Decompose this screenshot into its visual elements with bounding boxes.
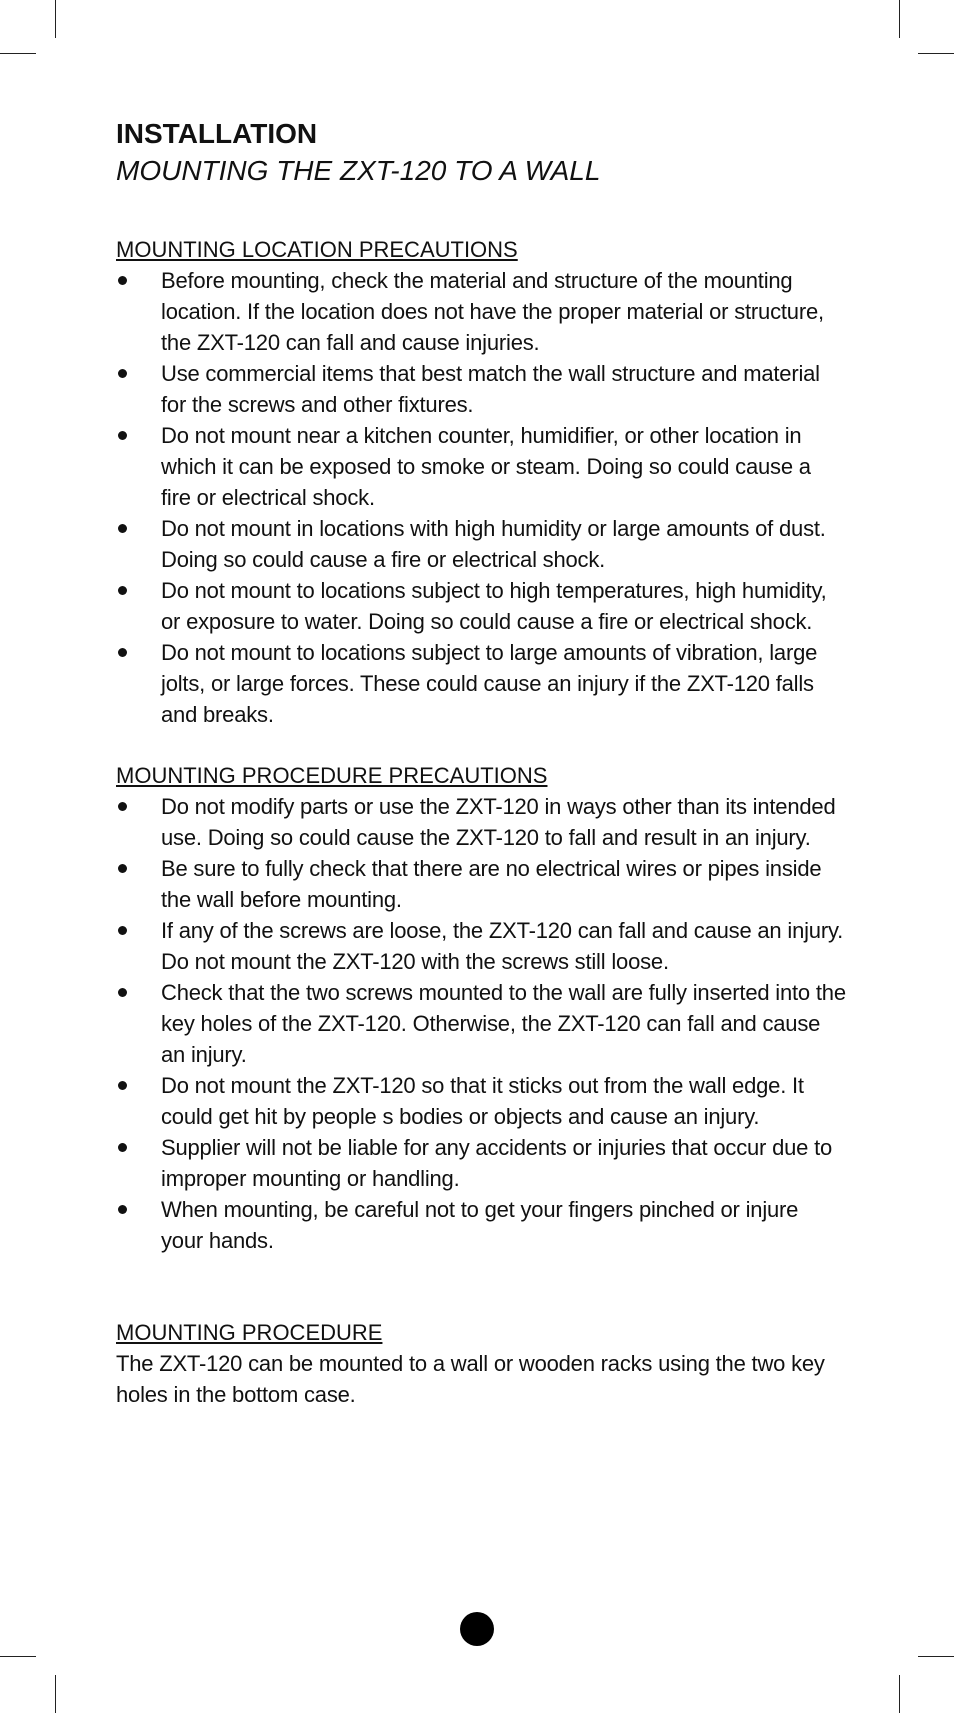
list-item — [116, 265, 846, 358]
bullet-icon — [118, 648, 127, 657]
page-title: INSTALLATION — [116, 118, 318, 149]
document-body — [116, 116, 846, 1410]
list-item-text: Check that the two screws mounted to the wall are fully inserted into the key holes of the ZXT-120. Otherwise, the ZXT-120 can fall and cause an injury. — [161, 980, 846, 1067]
page-marker-dot — [460, 1612, 494, 1646]
bullet-icon — [118, 802, 127, 811]
bullet-icon — [118, 988, 127, 997]
list-item — [116, 575, 846, 637]
list-item — [116, 853, 846, 915]
list-item-text: When mounting, be careful not to get your fingers pinched or injure your hands. — [161, 1197, 799, 1253]
bullet-icon — [118, 369, 127, 378]
procedure-precautions-list — [116, 791, 846, 1256]
bullet-icon — [118, 431, 127, 440]
list-item-text: If any of the screws are loose, the ZXT-120 can fall and cause an injury. Do not mount the ZXT-120 with the screws still loose. — [161, 918, 844, 974]
list-item-text: Supplier will not be liable for any accidents or injuries that occur due to improper mounting or handling. — [161, 1135, 833, 1191]
crop-mark-top-right-vertical — [899, 0, 900, 38]
bullet-icon — [118, 1143, 127, 1152]
mounting-procedure-text: The ZXT-120 can be mounted to a wall or wooden racks using the two key holes in the bottom case. — [116, 1351, 825, 1407]
list-item-text: Do not mount near a kitchen counter, humidifier, or other location in which it can be exposed to smoke or steam. Doing so could cause a fire or electrical shock. — [161, 423, 811, 510]
list-item-text: Be sure to fully check that there are no electrical wires or pipes inside the wall before mounting. — [161, 856, 822, 912]
crop-mark-top-left-vertical — [55, 0, 56, 38]
bullet-icon — [118, 926, 127, 935]
bullet-icon — [118, 864, 127, 873]
bullet-icon — [118, 276, 127, 285]
list-item-text: Do not modify parts or use the ZXT-120 in ways other than its intended use. Doing so could cause the ZXT-120 to fall and result in an injury. — [161, 794, 836, 850]
list-item-text: Before mounting, check the material and structure of the mounting location. If the location does not have the proper material or structure, the ZXT-120 can fall and cause injuries. — [161, 268, 824, 355]
list-item — [116, 791, 846, 853]
bullet-icon — [118, 586, 127, 595]
list-item — [116, 420, 846, 513]
list-item-text: Do not mount in locations with high humidity or large amounts of dust. Doing so could cause a fire or electrical shock. — [161, 516, 826, 572]
bullet-icon — [118, 1205, 127, 1214]
location-precautions-title: MOUNTING LOCATION PRECAUTIONS — [116, 237, 518, 262]
mounting-procedure-title: MOUNTING PROCEDURE — [116, 1320, 383, 1345]
list-item — [116, 915, 846, 977]
list-item — [116, 637, 846, 730]
bullet-icon — [118, 1081, 127, 1090]
list-item-text: Do not mount to locations subject to high temperatures, high humidity, or exposure to water. Doing so could cause a fire or electrical shock. — [161, 578, 827, 634]
list-item-text: Use commercial items that best match the wall structure and material for the screws and other fixtures. — [161, 361, 820, 417]
list-item — [116, 1194, 846, 1256]
list-item — [116, 358, 846, 420]
list-item — [116, 513, 846, 575]
list-item — [116, 1070, 846, 1132]
procedure-precautions-title: MOUNTING PROCEDURE PRECAUTIONS — [116, 763, 548, 788]
crop-mark-bottom-left-horizontal — [0, 1656, 36, 1657]
page-subtitle: MOUNTING THE ZXT-120 TO A WALL — [116, 155, 601, 186]
list-item-text: Do not mount to locations subject to large amounts of vibration, large jolts, or large forces. These could cause an injury if the ZXT-120 falls and breaks. — [161, 640, 818, 727]
crop-mark-top-left-horizontal — [0, 53, 36, 54]
list-item — [116, 1132, 846, 1194]
crop-mark-bottom-right-vertical — [899, 1675, 900, 1713]
crop-mark-bottom-right-horizontal — [918, 1656, 954, 1657]
bullet-icon — [118, 524, 127, 533]
list-item — [116, 977, 846, 1070]
list-item-text: Do not mount the ZXT-120 so that it sticks out from the wall edge. It could get hit by people s bodies or objects and cause an injury. — [161, 1073, 804, 1129]
location-precautions-list — [116, 265, 846, 730]
crop-mark-top-right-horizontal — [918, 53, 954, 54]
crop-mark-bottom-left-vertical — [55, 1675, 56, 1713]
